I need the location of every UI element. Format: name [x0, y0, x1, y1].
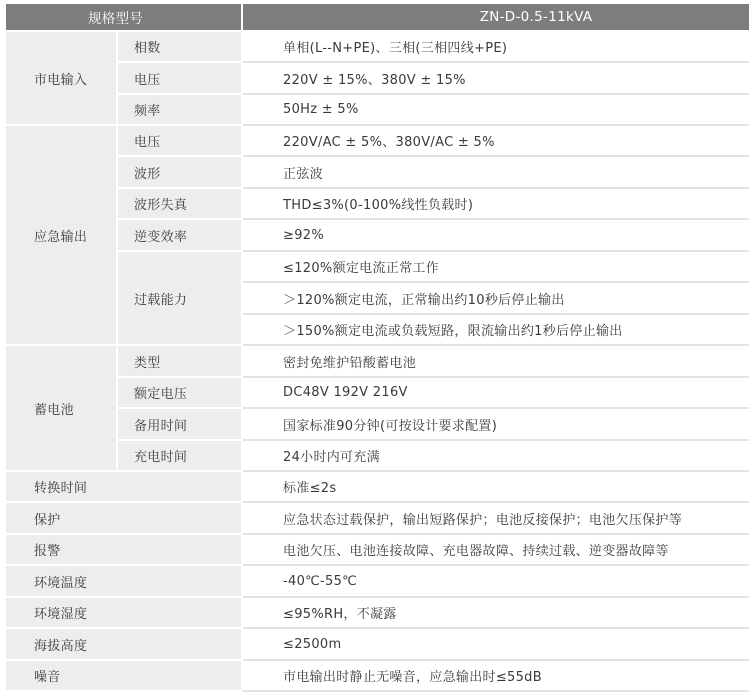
table-row: [6, 126, 749, 157]
param-cell: 保护: [6, 503, 243, 535]
value-cell: ≤95%RH，不凝露: [243, 598, 749, 629]
param-cell: 转换时间: [6, 472, 243, 503]
param-cell: 海拔高度: [6, 629, 243, 661]
table-row: [6, 661, 749, 692]
value-cell: 标准≤2s: [243, 472, 749, 503]
param-cell: 噪音: [6, 661, 243, 692]
param-cell: 电压: [118, 126, 243, 157]
table-row: [6, 32, 749, 63]
param-cell: 逆变效率: [118, 220, 243, 252]
table-row: [6, 63, 749, 95]
value-cell: ＞150%额定电流或负载短路，限流输出约1秒后停止输出: [243, 315, 749, 346]
header-model: ZN-D-0.5-11kVA: [243, 4, 749, 32]
value-cell: 正弦波: [243, 157, 749, 189]
table-header-row: [6, 4, 749, 32]
table-row: [6, 598, 749, 629]
table-row: [6, 346, 749, 378]
param-cell: 电压: [118, 63, 243, 95]
value-cell: 220V/AC ± 5%、380V/AC ± 5%: [243, 126, 749, 157]
param-cell: 波形: [118, 157, 243, 189]
value-cell: 国家标准90分钟(可按设计要求配置): [243, 409, 749, 441]
value-cell: 密封免维护铅酸蓄电池: [243, 346, 749, 378]
table-row: [6, 409, 749, 441]
category-cell: 应急输出: [6, 126, 118, 346]
param-cell: 环境温度: [6, 566, 243, 598]
param-cell: 额定电压: [118, 378, 243, 409]
value-cell: -40℃-55℃: [243, 566, 749, 598]
spec-table: [6, 4, 749, 692]
category-cell: 蓄电池: [6, 346, 118, 472]
value-cell: ≤120%额定电流正常工作: [243, 252, 749, 283]
table-row: [6, 566, 749, 598]
value-cell: ≥92%: [243, 220, 749, 252]
value-cell: 电池欠压、电池连接故障、充电器故障、持续过载、逆变器故障等: [243, 535, 749, 566]
value-cell: ≤2500m: [243, 629, 749, 661]
table-row: [6, 378, 749, 409]
table-row: [6, 220, 749, 252]
value-cell: 市电输出时静止无噪音，应急输出时≤55dB: [243, 661, 749, 692]
param-cell: 环境湿度: [6, 598, 243, 629]
table-row: [6, 629, 749, 661]
param-cell: 频率: [118, 95, 243, 126]
table-row: [6, 189, 749, 220]
table-row: [6, 503, 749, 535]
value-cell: 应急状态过载保护，输出短路保护；电池反接保护；电池欠压保护等: [243, 503, 749, 535]
value-cell: 单相(L--N+PE)、三相(三相四线+PE): [243, 32, 749, 63]
param-cell: 相数: [118, 32, 243, 63]
value-cell: DC48V 192V 216V: [243, 378, 749, 409]
value-cell: THD≤3%(0-100%线性负载时): [243, 189, 749, 220]
param-cell-overload: 过载能力: [118, 252, 243, 346]
param-cell: 波形失真: [118, 189, 243, 220]
param-cell: 报警: [6, 535, 243, 566]
category-cell: 市电输入: [6, 32, 118, 126]
param-cell: 备用时间: [118, 409, 243, 441]
value-cell: 50Hz ± 5%: [243, 95, 749, 126]
table-row: [6, 252, 749, 283]
value-cell: 220V ± 15%、380V ± 15%: [243, 63, 749, 95]
table-row: [6, 535, 749, 566]
table-row: [6, 472, 749, 503]
table-row: [6, 95, 749, 126]
header-label: 规格型号: [6, 4, 243, 32]
value-cell: 24小时内可充满: [243, 441, 749, 472]
param-cell: 类型: [118, 346, 243, 378]
value-cell: ＞120%额定电流，正常输出约10秒后停止输出: [243, 283, 749, 315]
table-row: [6, 441, 749, 472]
table-row: [6, 157, 749, 189]
param-cell: 充电时间: [118, 441, 243, 472]
